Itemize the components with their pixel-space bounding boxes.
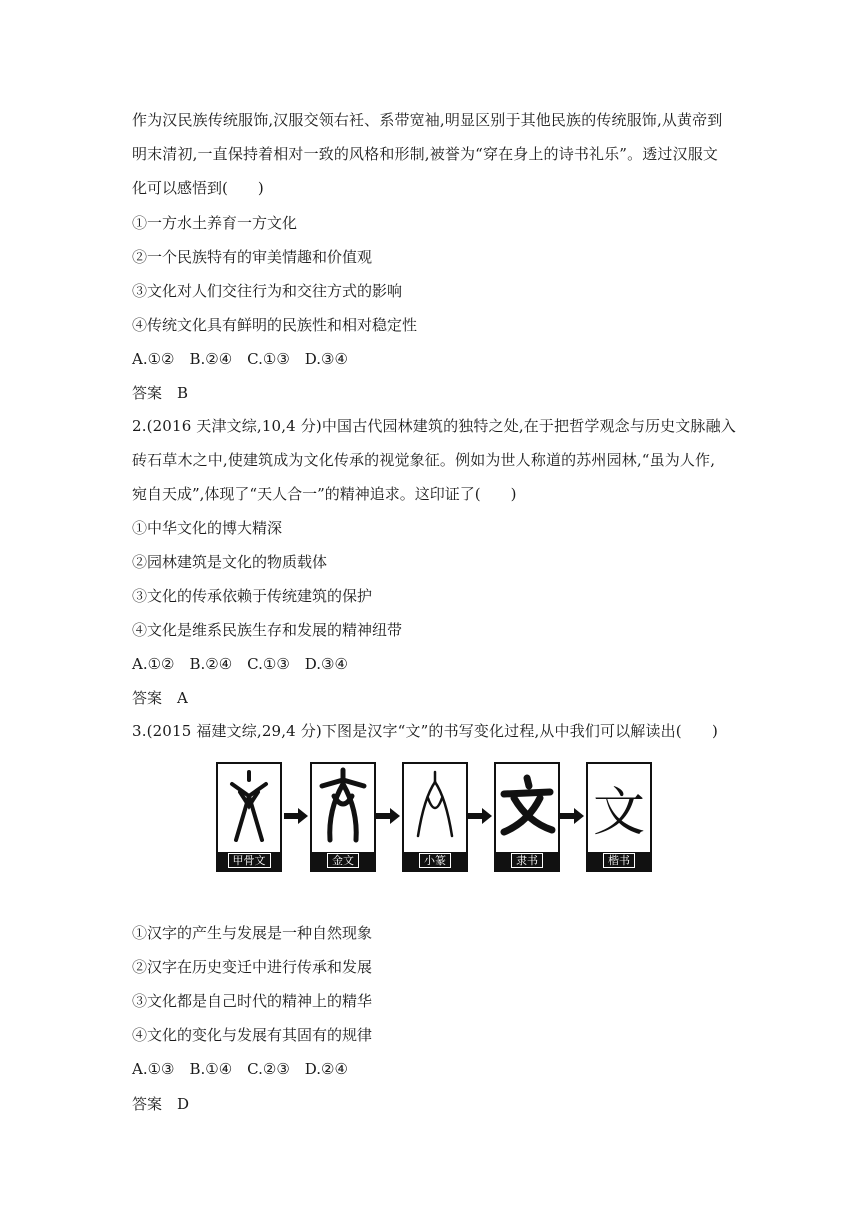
q1-option-4: ④传统文化具有鲜明的民族性和相对稳定性 (132, 316, 418, 334)
oracle-bone-wen-icon (218, 766, 280, 846)
q1-answer: 答案 B (132, 384, 189, 402)
q1-stem-line-2: 明末清初,一直保持着相对一致的风格和形制,被誉为“穿在身上的诗书礼乐”。透过汉服文 (132, 145, 719, 163)
q3-stem: 3.(2015 福建文综,29,4 分)下图是汉字“文”的书写变化过程,从中我们可以解读出( ) (132, 722, 719, 740)
q2-option-1: ①中华文化的博大精深 (132, 519, 283, 537)
q3-answer: 答案 D (132, 1095, 190, 1113)
q2-option-2: ②园林建筑是文化的物质载体 (132, 553, 328, 571)
q1-choices: A.①② B.②④ C.①③ D.③④ (132, 350, 348, 368)
q3-option-2: ②汉字在历史变迁中进行传承和发展 (132, 958, 373, 976)
regular-wen-icon (588, 766, 650, 846)
q1-option-3: ③文化对人们交往行为和交往方式的影响 (132, 282, 403, 300)
q1-option-1: ①一方水土养育一方文化 (132, 214, 298, 232)
clerical-wen-icon (496, 766, 558, 846)
q2-option-4: ④文化是维系民族生存和发展的精神纽带 (132, 621, 403, 639)
q1-stem-line-3: 化可以感悟到( ) (132, 179, 264, 197)
arrow-right-icon (558, 806, 586, 826)
stage-label: 甲骨文 (228, 853, 271, 868)
stage-label: 楷书 (603, 853, 635, 868)
stage-regular (586, 762, 652, 870)
q3-option-1: ①汉字的产生与发展是一种自然现象 (132, 924, 373, 942)
wen-evolution-figure (216, 762, 652, 872)
arrow-right-icon (374, 806, 402, 826)
stage-clerical (494, 762, 560, 870)
arrow-right-icon (282, 806, 310, 826)
stage-small-seal (402, 762, 468, 870)
q1-option-2: ②一个民族特有的审美情趣和价值观 (132, 248, 373, 266)
q2-option-3: ③文化的传承依赖于传统建筑的保护 (132, 587, 373, 605)
stage-bronze (310, 762, 376, 870)
stage-oracle-bone (216, 762, 282, 870)
q2-answer: 答案 A (132, 689, 188, 707)
q3-option-3: ③文化都是自己时代的精神上的精华 (132, 992, 373, 1010)
q2-stem-line-2: 砖石草木之中,使建筑成为文化传承的视觉象征。例如为世人称道的苏州园林,“虽为人作, (132, 451, 716, 469)
bronze-wen-icon (312, 766, 374, 846)
stage-label: 小篆 (419, 853, 451, 868)
q2-stem-line-1: 2.(2016 天津文综,10,4 分)中国古代园林建筑的独特之处,在于把哲学观念与历史文脉融入 (132, 417, 736, 435)
stage-label: 隶书 (511, 853, 543, 868)
seal-wen-icon (404, 766, 466, 846)
q3-choices: A.①③ B.①④ C.②③ D.②④ (132, 1060, 348, 1078)
arrow-right-icon (466, 806, 494, 826)
q2-stem-line-3: 宛自天成”,体现了“天人合一”的精神追求。这印证了( ) (132, 485, 517, 503)
q1-stem-line-1: 作为汉民族传统服饰,汉服交领右衽、系带宽袖,明显区别于其他民族的传统服饰,从黄帝到 (132, 111, 723, 129)
q3-option-4: ④文化的变化与发展有其固有的规律 (132, 1026, 373, 1044)
q2-choices: A.①② B.②④ C.①③ D.③④ (132, 655, 348, 673)
stage-label: 金文 (327, 853, 359, 868)
regular-wen-char: 文 (592, 783, 646, 843)
